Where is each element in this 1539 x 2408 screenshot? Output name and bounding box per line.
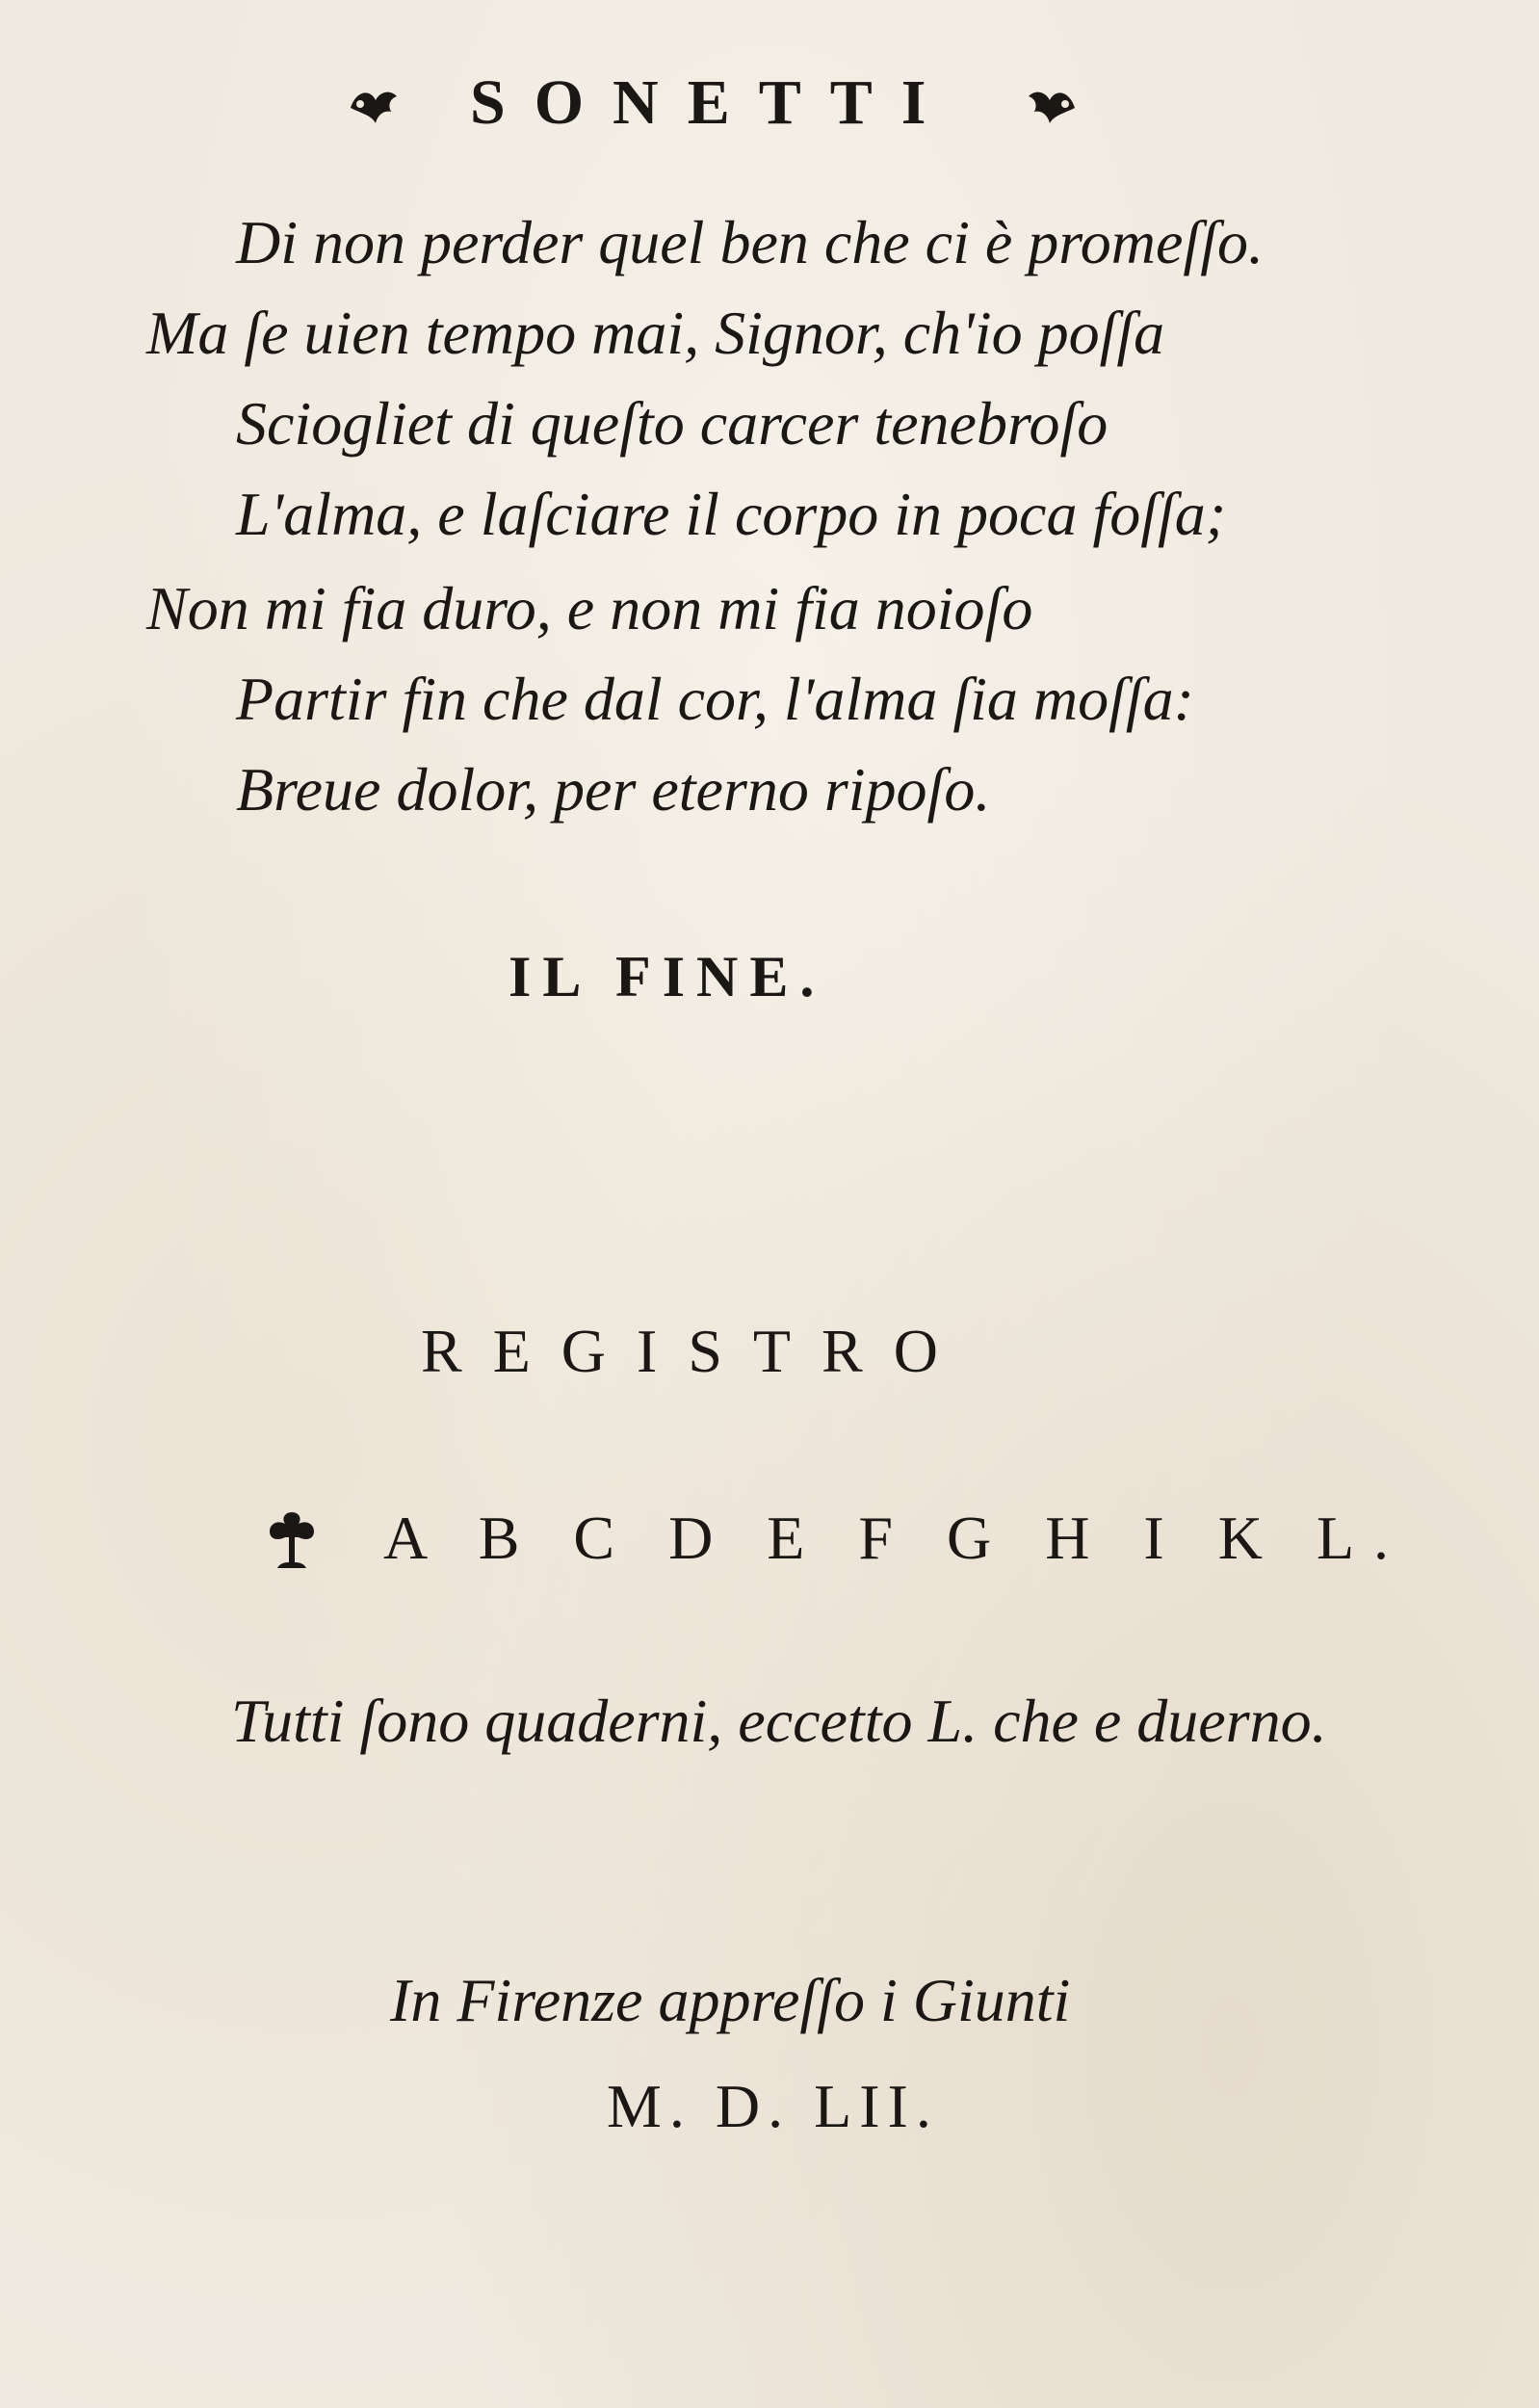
sonnet-line-6: Partir fin che dal cor, l'alma ſia moſſa: bbox=[236, 665, 1194, 733]
header-title: SONETTI bbox=[470, 67, 955, 138]
fleuron-left-icon bbox=[347, 75, 404, 133]
sonnet-line-7: Breue dolor, per eterno ripoſo. bbox=[236, 755, 991, 824]
register-heading: REGISTRO bbox=[421, 1317, 969, 1385]
cross-fleuron-icon bbox=[264, 1508, 320, 1572]
imprint-date: M. D. LII. bbox=[607, 2072, 939, 2140]
running-header bbox=[347, 60, 1117, 146]
collation-note: Tutti ſono quaderni, eccetto L. che e duerno. bbox=[231, 1687, 1327, 1755]
fleuron-right-icon bbox=[1021, 75, 1079, 133]
imprint: In Firenze appreſſo i Giunti bbox=[390, 1966, 1071, 2034]
end-mark: IL FINE. bbox=[509, 945, 826, 1008]
sonnet-line-1: Di non perder quel ben che ci è promeſſo. bbox=[236, 208, 1264, 276]
sonnet-line-5: Non mi fia duro, e non mi fia noioſo bbox=[146, 574, 1033, 642]
sonnet-line-4: L'alma, e laſciare il corpo in poca foſſa; bbox=[236, 480, 1227, 548]
sonnet-line-2: Ma ſe uien tempo mai, Signor, ch'io poſſa bbox=[146, 299, 1165, 367]
sonnet-line-3: Sciogliet di queſto carcer tenebroſo bbox=[236, 389, 1109, 458]
signature-letters: A B C D E F G H I K L. bbox=[383, 1504, 1409, 1572]
